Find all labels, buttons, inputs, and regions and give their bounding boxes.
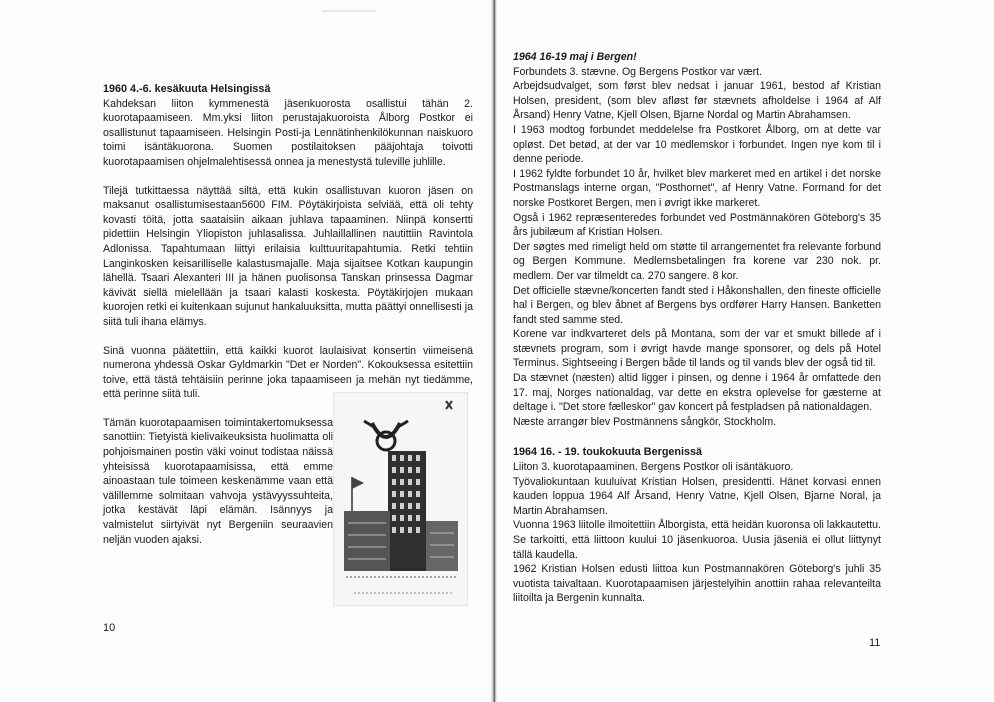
paragraph: Kahdeksan liiton kymmenestä jäsenkuorosta osallistui tähän 2. kuorotapaamiseen. Mm.yksi liiton perustajakuoroista Ålborg Postkor ei osallistunut tapaamiseen. Helsingin Posti-ja Lennätinhenkilökunnan naiskuoro toimi isäntäkuorona. Suomen postilaitoksen pääjohtaja toivotti kuorotapaamisen ohjelmalehtisessä onnea ja menestystä tuleville juhlille.	[103, 97, 473, 168]
right-page-text	[513, 50, 881, 622]
book-gutter	[491, 0, 497, 702]
paragraph: Forbundets 3. stævne. Og Bergens Postkor var vært. Arbejdsudvalget, som først blev nedsat i januar 1961, bestod af Kristian Holsen, president, (som blev afløst før stævnets afholdelse i 1964 af Alf Årsand) Henry Vatne, Kjell Olsen, Bjarne Nordal og Martin Abrahamsen. I 1963 modtog forbundet meddelelse fra Postkoret Ålborg, om at dette var opløst. Det betød, at der var 10 medlemskor i forbundet. Ingen nye kom til i denne periode. I 1962 fyldte forbundet 10 år, hvilket blev markeret med en artikel i det norske Postmanslags interne organ, "Posthornet", af Henry Vatne. Formand for det norske Postkoret Bergen, men i øvrigt ikke markeret. Også i 1962 repræsenteredes forbundet ved Postmännakören Göteborg's 35 års jubilæum af Kristian Holsen. Der søgtes med rimeligt held om støtte til arrangementet fra relevante forbund og Bergen Kommune. Medlemsbetalingen fra korene var 230 nok. pr. medlem. Der var tilmeldt ca. 270 sangere. 8 kor. Det officielle stævne/koncerten fandt sted i Håkonshallen, den fineste officielle hal i Bergen, og blev åbnet af Bergens bys ordfører Harry Hansen. Banketten fandt sted samme sted. Korene var indkvarteret dels på Montana, som der var et smukt billede af i stævnets program, som i øvrigt havde mange sponsorer, og dels på Hotel Terminus. Sightseeing i Bergen både til lands og til vands blev der også tid til. Da stævnet (næsten) altid ligger i pinsen, og denne i 1964 år omfattede den 17. maj, Norges nationaldag, var dette en ekstra oplevelse for gæsterne at deltage i. "Det store fælleskor" gav koncert på festpladsen på nationaldagen. Næste arrangør blev Postmännens sångkör, Stockholm.	[513, 65, 881, 428]
building-illustration	[334, 393, 467, 605]
paragraph: Tämän kuorotapaamisen toimintakertomuksessa sanottiin: Tietyistä kielivaikeuksista huolimatta oli pohjoismainen postin väki voinut todistaa näissä yhteisissä kuorotapaamisissa, että emme ainoastaan tule toimeen keskenämme vaan että välillemme solmitaan vahvoja ystävyyssuhteita, jotka kestävät läpi elämän. Isännyys ja valmistelut siirtyivät nyt Bergeniin seuraavien neljän vuoden ajaksi.	[103, 416, 333, 546]
paragraph: Liiton 3. kuorotapaaminen. Bergens Postkor oli isäntäkuoro. Työvaliokuntaan kuuluivat Kristian Holsen, presidentti. Hänet korvasi ennen kauden loppua 1964 Alf Årsand, Henry Vatne, Kjell Olsen, Bjarne Noral, ja Martin Abrahamsen. Vuonna 1963 liitolle ilmoitettiin Ålborgista, että heidän kuoronsa oli lakkautettu. Se tarkoitti, että liittoon kuului 10 jäsenkuoroa. Uusia jäseniä ei ollut liittynyt tällä kaudella. 1962 Kristian Holsen edusti liittoa kun Postmannakören Göteborg's juhli 35 vuotista taivaltaan. Kuorotapaamisen järjestelyihin anottiin rahaa relevanteilta liitoilta ja Bergenin kunnalta.	[513, 461, 881, 605]
page-number-left: 10	[103, 622, 116, 634]
paragraph: Sinä vuonna päätettiin, että kaikki kuorot laulaisivat konsertin viimeisenä numerona yhdessä Oskar Gyldmarkin "Det er Norden". Kokouksessa esitettiin toive, että tästä tehtäisiin perinne joka tapaamiseen ja mehän nyt tiedämme, että perinne siitä tuli.	[103, 344, 473, 401]
section-heading-bergenissa: 1964 16. - 19. toukokuuta Bergenissä	[513, 446, 703, 459]
festival-program-photo	[333, 392, 468, 606]
page-number-right: 11	[869, 637, 881, 649]
section-heading-bergen: 1964 16-19 maj i Bergen!	[513, 51, 637, 63]
section-heading-helsinki: 1960 4.-6. kesäkuuta Helsingissä	[103, 83, 271, 95]
paragraph: Tilejä tutkittaessa näyttää siltä, että kukin osallistuvan kuoron jäsen on maksanut osallistumisestaan5600 FIM. Pöytäkirjoista selviää, että oli tehty kovasti töitä, jotta saataisiin aikaan juhlava tapaaminen. Niinpä konsertti pidettiin Helsingin Yliopiston juhlasalissa. Juhlaillallinen nautittiin Ravintola Adlonissa. Tapahtumaan liittyi erilaisia kulttuuritapahtumia. Retki tehtiin Langinkosken keisarilliselle kalastusmajalle. Maja sijaitsee Kotkan kaupungin lähellä. Tsaari Alexanteri III ja hänen puolisonsa Tanskan prinsessa Dagmar kävivät siellä mielellään ja tsaari kalasti koskesta. Pöytäkirjojen mukaan kuorojen retki ei kuitenkaan sujunut hankaluuksitta, mutta päättyi onnellisesti ja siitä tuli ihana elämys.	[103, 184, 473, 328]
